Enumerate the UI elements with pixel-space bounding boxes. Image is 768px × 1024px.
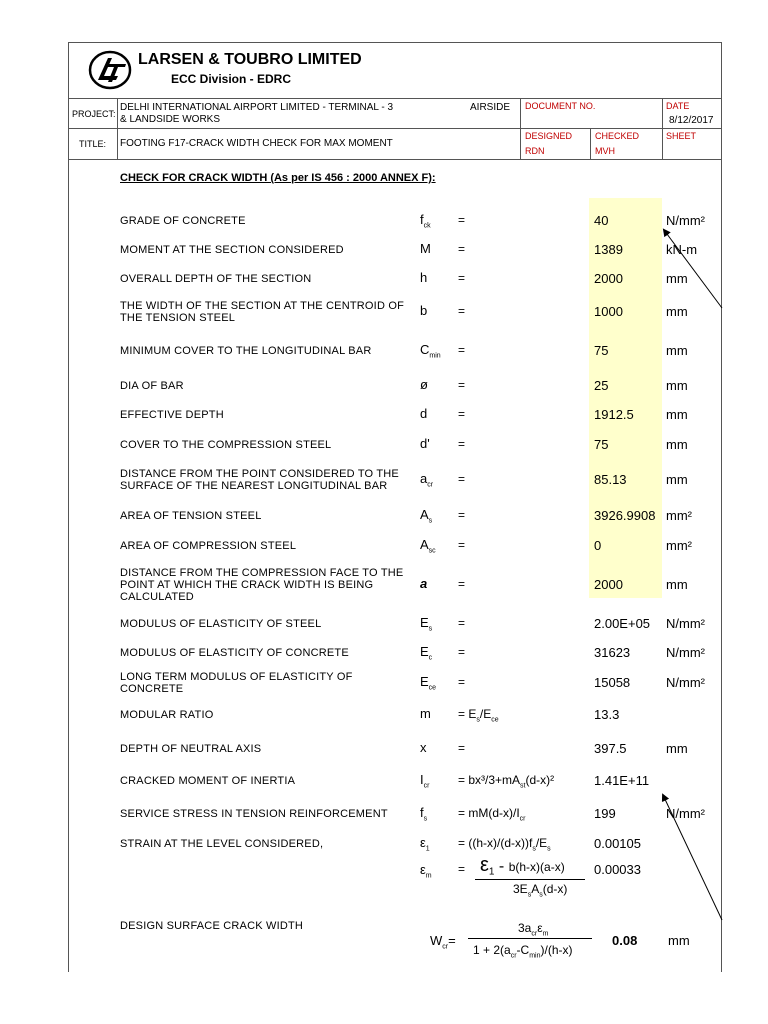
row-equals: =	[458, 616, 466, 630]
title-label: TITLE:	[79, 139, 107, 149]
row-value: 13.3	[594, 707, 620, 722]
row-value: 0.00105	[594, 836, 641, 851]
section-title: CHECK FOR CRACK WIDTH (As per IS 456 : 2000 ANNEX F):	[120, 172, 436, 184]
crack-unit: mm	[668, 933, 690, 948]
row-value: 1000	[594, 304, 623, 319]
date-value: 8/12/2017	[669, 115, 714, 126]
row-unit: mm	[666, 407, 688, 422]
row-label: SERVICE STRESS IN TENSION REINFORCEMENT	[120, 808, 388, 820]
crack-symbol: $W_{cr}=$	[430, 933, 456, 951]
row-unit: mm	[666, 577, 688, 592]
row-label: MODULAR RATIO	[120, 709, 214, 721]
row-symbol: d'	[420, 436, 430, 451]
row-unit: kN-m	[666, 242, 698, 257]
row-label: CRACKED MOMENT OF INERTIA	[120, 775, 296, 787]
row-unit: mm	[666, 472, 688, 487]
row-symbol: M	[420, 241, 431, 256]
row-equals: = $E_s/E_{ce}$	[458, 707, 499, 724]
row-symbol: $I_{cr}$	[420, 772, 430, 790]
em-value: 0.00033	[594, 862, 641, 877]
row-value: 25	[594, 378, 609, 393]
row-symbol: d	[420, 406, 428, 421]
row-symbol: $E_{ce}$	[420, 674, 437, 692]
row-symbol: ø	[420, 377, 428, 392]
row-equals: =	[458, 508, 466, 522]
docno-label: DOCUMENT NO.	[525, 101, 596, 111]
row-equals: =	[458, 437, 466, 451]
crack-value: 0.08	[612, 933, 638, 948]
crack-label: DESIGN SURFACE CRACK WIDTH	[120, 920, 304, 932]
row-equals: =	[458, 242, 466, 256]
row-label: THE WIDTH OF THE SECTION AT THE CENTROID OF THE TENSION STEEL	[120, 300, 405, 324]
row-label: LONG TERM MODULUS OF ELASTICITY OF CONCRETE	[120, 671, 353, 695]
designed-label: DESIGNED	[525, 131, 573, 141]
row-value: 397.5	[594, 741, 627, 756]
project-airside: AIRSIDE	[470, 102, 511, 113]
project-line2: & LANDSIDE WORKS	[120, 114, 221, 125]
row-value: 2000	[594, 271, 623, 286]
row-equals: =	[458, 675, 466, 689]
row-symbol: $f_{ck}$	[420, 212, 431, 230]
row-unit: mm²	[666, 538, 692, 553]
row-equals: =	[458, 213, 466, 227]
sheet-label: SHEET	[666, 131, 697, 141]
row-value: 0	[594, 538, 602, 553]
row-symbol: $f_s$	[420, 805, 428, 823]
row-equals: = $((h-x)/(d-x))f_s/E_s$	[458, 836, 551, 853]
row-value: 2000	[594, 577, 623, 592]
row-value: 75	[594, 437, 609, 452]
checked-value: MVH	[595, 146, 615, 156]
row-label: AREA OF TENSION STEEL	[120, 510, 262, 522]
row-value: 75	[594, 343, 609, 358]
row-equals: =	[458, 343, 466, 357]
row-unit: mm	[666, 304, 688, 319]
row-value: 1.41E+11	[594, 773, 650, 788]
company-name: LARSEN & TOUBRO LIMITED	[138, 51, 362, 68]
row-symbol: h	[420, 270, 428, 285]
row-value: 3926.9908	[594, 508, 656, 523]
row-unit: N/mm²	[666, 213, 705, 228]
em-numerator: $\varepsilon_1 - b(h-x)(a-x)$	[480, 854, 565, 878]
row-symbol: $A_s$	[420, 507, 433, 525]
checked-label: CHECKED	[595, 131, 640, 141]
row-unit: mm	[666, 378, 688, 393]
row-symbol: $E_c$	[420, 644, 433, 662]
crack-numerator: $3a_{cr}\varepsilon_m$	[518, 921, 549, 938]
row-symbol: $A_{sc}$	[420, 537, 436, 555]
row-value: 1389	[594, 242, 623, 257]
row-value: 2.00E+05	[594, 616, 651, 631]
em-denominator: $3E_sA_s(d-x)$	[513, 882, 568, 899]
row-unit: N/mm²	[666, 616, 705, 631]
row-unit: mm	[666, 271, 688, 286]
em-equals: =	[458, 862, 466, 876]
date-label: DATE	[666, 101, 690, 111]
row-symbol: $\varepsilon_1$	[420, 835, 430, 853]
row-value: 85.13	[594, 472, 627, 487]
row-label: MODULUS OF ELASTICITY OF CONCRETE	[120, 647, 349, 659]
row-label: STRAIN AT THE LEVEL CONSIDERED,	[120, 838, 324, 850]
row-label: MOMENT AT THE SECTION CONSIDERED	[120, 244, 344, 256]
em-symbol: $\varepsilon_m$	[420, 862, 432, 880]
row-label: MINIMUM COVER TO THE LONGITUDINAL BAR	[120, 345, 372, 357]
row-equals: =	[458, 271, 466, 285]
row-equals: = bx³/$3+mA_{st}(d-x)^2$	[458, 773, 555, 790]
row-label: GRADE OF CONCRETE	[120, 215, 246, 227]
division-name: ECC Division - EDRC	[171, 72, 292, 86]
row-symbol: $a_{cr}$	[420, 471, 434, 489]
row-equals: =	[458, 577, 466, 591]
row-value: 40	[594, 213, 609, 228]
row-label: DISTANCE FROM THE COMPRESSION FACE TO THE POINT AT WHICH THE CRACK WIDTH IS BEING CALCULATED	[120, 567, 404, 603]
designed-value: RDN	[525, 146, 545, 156]
row-symbol: $C_{min}$	[420, 342, 441, 360]
row-unit: mm	[666, 741, 688, 756]
row-symbol: $E_s$	[420, 615, 433, 633]
project-label: PROJECT:	[72, 109, 116, 119]
row-equals: = $mM(d-x)/I_{cr}$	[458, 806, 526, 823]
row-unit: mm	[666, 343, 688, 358]
row-label: AREA OF COMPRESSION STEEL	[120, 540, 297, 552]
row-label: DISTANCE FROM THE POINT CONSIDERED TO THE SURFACE OF THE NEAREST LONGITUDINAL BAR	[120, 468, 399, 492]
row-label: COVER TO THE COMPRESSION STEEL	[120, 439, 332, 451]
row-value: 15058	[594, 675, 631, 690]
row-unit: N/mm²	[666, 675, 705, 690]
row-equals: =	[458, 741, 466, 755]
row-unit: N/mm²	[666, 645, 705, 660]
row-unit: N/mm²	[666, 806, 705, 821]
row-symbol: x	[420, 740, 427, 755]
row-symbol: a	[420, 576, 428, 591]
row-symbol: b	[420, 303, 428, 318]
row-equals: =	[458, 304, 466, 318]
row-equals: =	[458, 378, 466, 392]
row-unit: mm²	[666, 508, 692, 523]
row-equals: =	[458, 538, 466, 552]
row-label: EFFECTIVE DEPTH	[120, 409, 224, 421]
project-line1: DELHI INTERNATIONAL AIRPORT LIMITED - TERMINAL - 3	[120, 102, 394, 113]
row-label: MODULUS OF ELASTICITY OF STEEL	[120, 618, 322, 630]
crack-denominator: $1 + 2(a_{cr}-C_{min})/(h-x)$	[473, 943, 573, 960]
row-label: DEPTH OF NEUTRAL AXIS	[120, 743, 262, 755]
row-value: 1912.5	[594, 407, 634, 422]
row-label: OVERALL DEPTH OF THE SECTION	[120, 273, 312, 285]
row-unit: mm	[666, 437, 688, 452]
row-equals: =	[458, 407, 466, 421]
row-symbol: m	[420, 706, 431, 721]
row-value: 199	[594, 806, 616, 821]
title-value: FOOTING F17-CRACK WIDTH CHECK FOR MAX MOMENT	[120, 138, 393, 149]
row-label: DIA OF BAR	[120, 380, 184, 392]
row-equals: =	[458, 645, 466, 659]
row-value: 31623	[594, 645, 631, 660]
row-equals: =	[458, 472, 466, 486]
